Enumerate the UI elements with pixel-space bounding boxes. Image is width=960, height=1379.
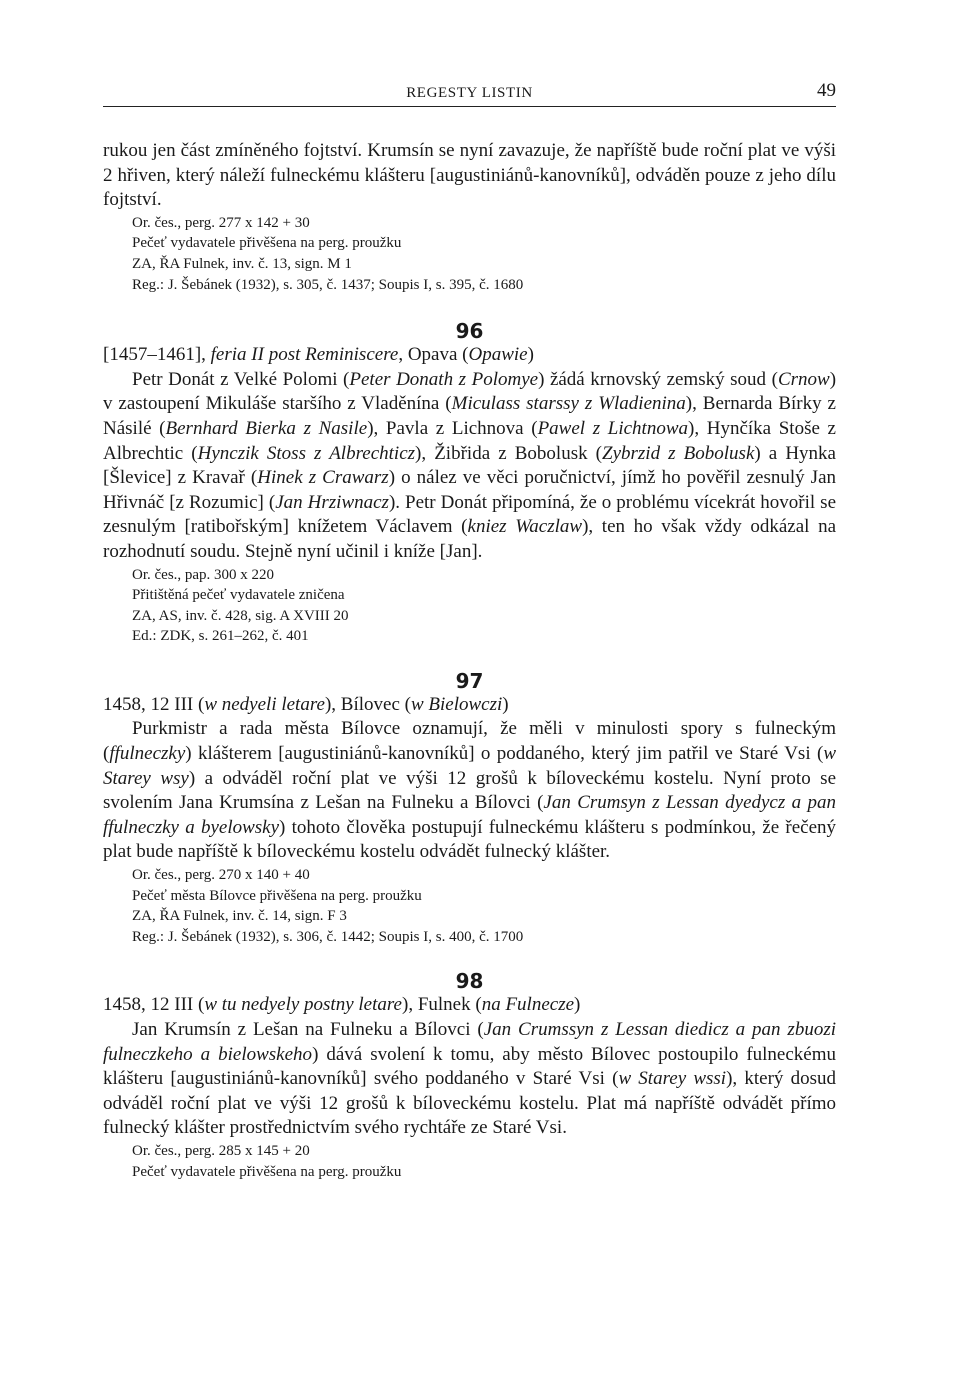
note-line: Ed.: ZDK, s. 261–262, č. 401 [132,628,309,645]
entry-heading: 1458, 12 III (w tu nedyely postny letare), Fulnek (na Fulnecze) [103,994,581,1016]
note-line: Pečeť vydavatele přivěšena na perg. proužku [132,235,402,252]
entry-number: 98 [455,969,484,994]
entry-body: Petr Donát z Velké Polomi (Peter Donath z Polomye) žádá krnovský zemský soud (Crnow) v zastoupení Mikuláše staršího z Vladěnína (Miculass starssy z Wladienina), Bernarda Bírky z Násilé (Bernhard Bierka z Nasile), Pavla z Lichnova (Pawel z Lichtnowa), Hynčíka Stoše z Albrechtic (Hynczik Stoss z Albrechticz), Žibřida z Bobolusk (Zybrzid z Bobolusk) a Hynka [Šlevice] z Kravař (Hinek z Crawarz) o nález ve věci poručnictví, jímž ho pověřil zesnulý Jan Hřivnáč [z Rozumic] (Jan Hrziwnacz). Petr Donát připomíná, že o problému vícekrát hovořil se zesnulým [ratibořským] knížetem Václavem (kniez Waczlaw), ten ho však vždy odkázal na rozhodnutí soudu. Stejně nyní učinil i kníže [Jan]. [103,368,837,562]
entry-number: 96 [455,319,484,344]
entry-body: Jan Krumsín z Lešan na Fulneku a Bílovci (Jan Crumssyn z Lessan diedicz a pan zbuozi fulneczkeho a bielowskeho) dává svolení k tomu, aby město Bílovec postoupilo fulneckému klášteru [augustiniánů-kanovníků] svého poddaného v Staré Vsi (w Starey wssi), který dosud odváděl roční plat ve výši 12 grošů k bíloveckému kostelu. Plat má napříště odvádět přímo fulnecký klášter prostřednictvím svého rychtáře ze Staré Vsi. [103,1019,837,1139]
page-number: 49 [817,80,836,101]
running-head: REGESTY LISTIN [406,85,533,101]
regest-entry-96 [103,319,836,647]
note-line: Or. čes., pap. 300 x 220 [132,566,275,583]
note-line: Reg.: J. Šebánek (1932), s. 306, č. 1442; Soupis I, s. 400, č. 1700 [132,928,524,945]
note-line: Or. čes., perg. 270 x 140 + 40 [132,867,310,884]
note-line: Or. čes., perg. 277 x 142 + 30 [132,214,310,231]
note-line: Pečeť města Bílovce přivěšena na perg. proužku [132,887,422,904]
regest-entry-97 [103,669,836,948]
note-line: Or. čes., perg. 285 x 145 + 20 [132,1142,310,1159]
page-content [103,139,836,1182]
note-line: ZA, ŘA Fulnek, inv. č. 14, sign. F 3 [132,908,347,925]
note-line: ZA, ŘA Fulnek, inv. č. 13, sign. M 1 [132,255,352,272]
continuation-text: rukou jen část zmíněného fojtství. Krumsín se nyní zavazuje, že napříště bude roční plat ve výši 2 hřiven, který náleží fulneckému klášteru [augustiniánů-kanovníků], odváděn pouze z jeho dílu fojtství. [103,140,836,211]
note-line: Reg.: J. Šebánek (1932), s. 305, č. 1437; Soupis I, s. 395, č. 1680 [132,276,524,293]
note-line: Přitištěná pečeť vydavatele zničena [132,587,345,604]
continuation-notes [103,213,836,295]
entry-heading: 1458, 12 III (w nedyeli letare), Bílovec (w Bielowczi) [103,693,509,715]
page-header [103,82,836,107]
entry-number: 97 [455,668,484,693]
entry-heading: [1457–1461], feria II post Reminiscere, Opava (Opawie) [103,344,534,366]
note-line: ZA, AS, inv. č. 428, sig. A XVIII 20 [132,607,349,624]
regest-entry-98 [103,969,836,1182]
entry-body: Purkmistr a rada města Bílovce oznamují, že měli v minulosti spory s fulneckým (ffulneczky) klášterem [augustiniánů-kanovníků] o poddaného, který jim patřil ve Staré Vsi (w Starey wsy) a odváděl roční plat ve výši 12 grošů k bíloveckému kostelu. Nyní proto se svolením Jana Krumsína z Lešan na Fulneku a Bílovci (Jan Crumsyn z Lessan dyedycz a pan ffulneczky a byelowsky) tohoto člověka postupují fulneckému klášteru s podmínkou, že řečený plat bude napříště k bíloveckému kostelu odvádět fulnecký klášter. [103,718,837,863]
note-line: Pečeť vydavatele přivěšena na perg. proužku [132,1163,402,1180]
